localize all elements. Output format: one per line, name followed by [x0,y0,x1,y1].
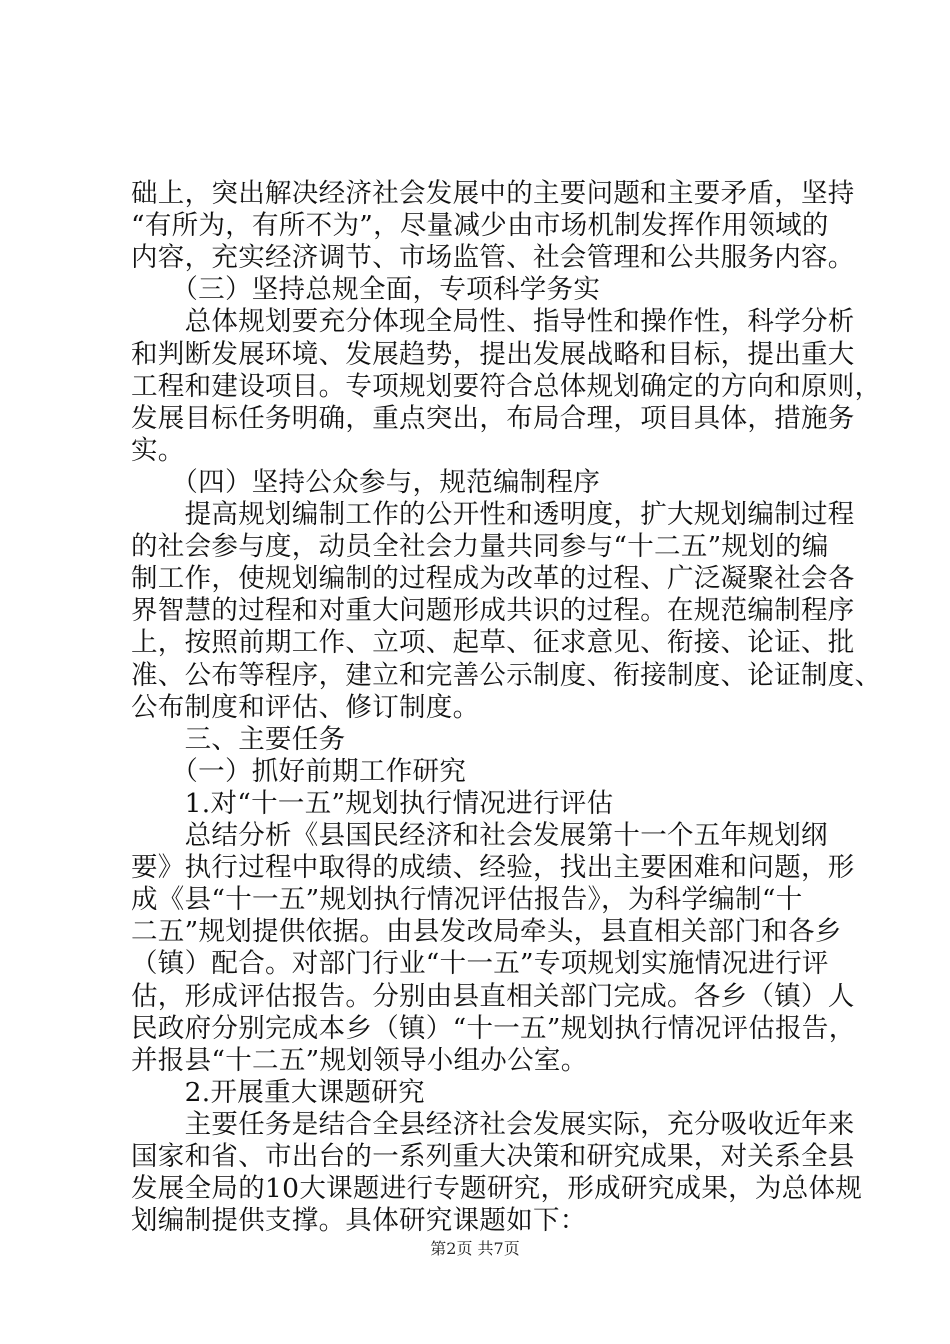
text-line: 1.对“十一五”规划执行情况进行评估 [131,788,614,819]
text-line: 国家和省、市出台的一系列重大决策和研究成果，对关系全县 [131,1141,855,1172]
text-line: 估，形成评估报告。分别由县直相关部门完成。各乡（镇）人 [131,981,855,1012]
text-line: （镇）配合。对部门行业“十一五”专项规划实施情况进行评 [131,948,829,979]
text-line: 界智慧的过程和对重大问题形成共识的过程。在规范编制程序 [131,595,855,626]
text-line: 总体规划要充分体现全局性、指导性和操作性，科学分析 [131,306,855,337]
text-line: “有所为，有所不为”，尽量减少由市场机制发挥作用领域的 [131,210,829,241]
text-line: 发展全局的10大课题进行专题研究，形成研究成果，为总体规 [131,1173,863,1204]
text-line: 总结分析《县国民经济和社会发展第十一个五年规划纲 [131,820,828,851]
text-line: 2.开展重大课题研究 [131,1077,425,1108]
text-line: 准、公布等程序，建立和完善公示制度、衔接制度、论证制度、 [131,660,882,691]
text-line: 发展目标任务明确，重点突出，布局合理，项目具体，措施务 [131,403,855,434]
text-line: 提高规划编制工作的公开性和透明度，扩大规划编制过程 [131,499,855,530]
text-line: （一）抓好前期工作研究 [131,756,467,787]
text-line: 二五”规划提供依据。由县发改局牵头，县直相关部门和各乡 [131,916,842,947]
text-line: 实。 [131,435,185,466]
text-line: 公布制度和评估、修订制度。 [131,692,480,723]
text-line: 三、主要任务 [131,724,346,755]
text-line: 工程和建设项目。专项规划要符合总体规划确定的方向和原则， [131,371,882,402]
text-line: 上，按照前期工作、立项、起草、征求意见、衔接、论证、批 [131,627,855,658]
page-footer: 第2页 共7页 [430,1239,520,1258]
text-line: 成《县“十一五”规划执行情况评估报告》，为科学编制“十 [131,884,803,915]
text-line: （三）坚持总规全面，专项科学务实 [131,274,601,305]
text-line: 并报县“十二五”规划领导小组办公室。 [131,1045,588,1076]
text-line: 主要任务是结合全县经济社会发展实际，充分吸收近年来 [131,1109,855,1140]
text-line: 划编制提供支撑。具体研究课题如下： [131,1205,587,1236]
text-line: 民政府分别完成本乡（镇）“十一五”规划执行情况评估报告， [131,1013,856,1044]
text-line: 内容，充实经济调节、市场监管、社会管理和公共服务内容。 [131,242,855,273]
text-line: （四）坚持公众参与，规范编制程序 [131,467,601,498]
text-line: 的社会参与度，动员全社会力量共同参与“十二五”规划的编 [131,531,829,562]
text-line: 要》执行过程中取得的成绩、经验，找出主要困难和问题，形 [131,852,855,883]
text-line: 和判断发展环境、发展趋势，提出发展战略和目标，提出重大 [131,339,855,370]
text-line: 础上，突出解决经济社会发展中的主要问题和主要矛盾，坚持 [131,178,855,209]
text-line: 制工作，使规划编制的过程成为改革的过程、广泛凝聚社会各 [131,563,855,594]
